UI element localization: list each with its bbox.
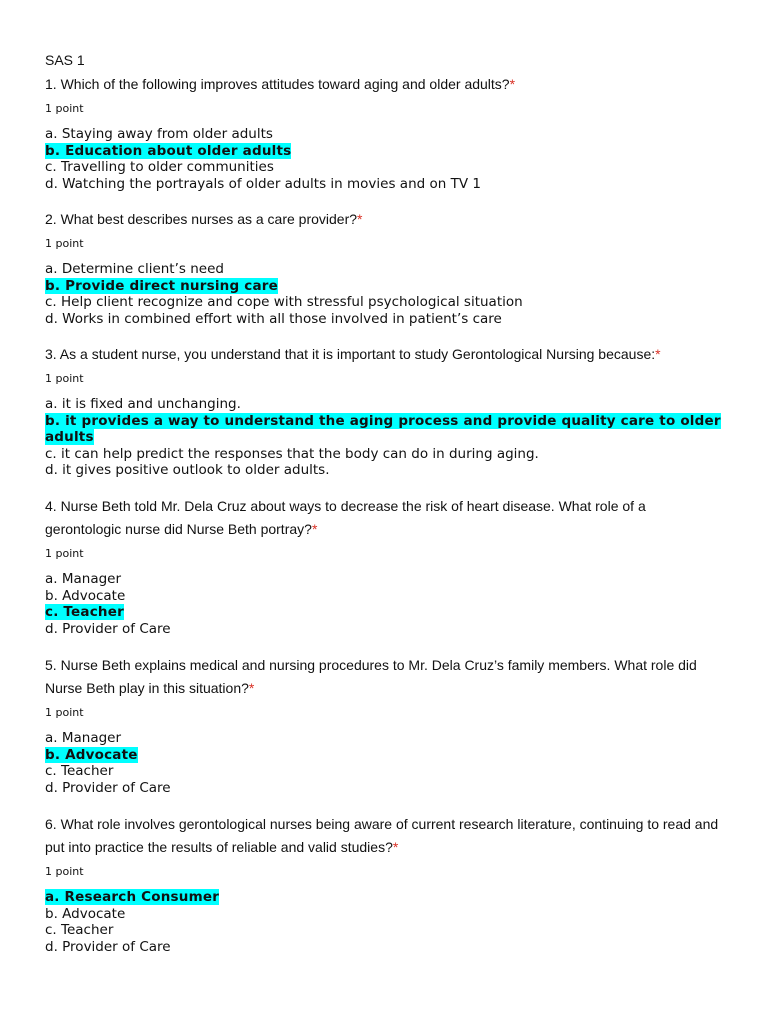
document-title: SAS 1: [45, 52, 85, 68]
answer-option-d[interactable]: d. Works in combined effort with all those involved in patient’s care: [45, 310, 502, 327]
answer-options: [45, 571, 725, 637]
answer-option-c[interactable]: c. it can help predict the responses that the body can do in during aging.: [45, 445, 539, 462]
question-points: 1 point: [45, 865, 84, 878]
required-marker: *: [357, 211, 363, 227]
answer-option-a-selected[interactable]: a. Research Consumer: [45, 889, 220, 905]
question-text: [45, 654, 725, 700]
answer-option-a[interactable]: a. it is fixed and unchanging.: [45, 396, 241, 412]
question-4: [45, 495, 725, 637]
answer-options: [45, 396, 725, 479]
answer-option-a[interactable]: a. Staying away from older adults: [45, 126, 273, 142]
question-text-label: 6. What role involves gerontological nurses being aware of current research literature, continuing to read and put into practice the results of reliable and valid studies?: [45, 816, 719, 855]
answer-option-d[interactable]: d. it gives positive outlook to older adults.: [45, 462, 330, 479]
answer-option-c[interactable]: c. Help client recognize and cope with stressful psychological situation: [45, 294, 523, 311]
required-marker: *: [248, 680, 255, 696]
answer-option-c[interactable]: c. Teacher: [45, 922, 114, 939]
question-points: 1 point: [45, 372, 84, 385]
question-text-label: 4. Nurse Beth told Mr. Dela Cruz about ways to decrease the risk of heart disease. What role of a gerontologic nurse did Nurse Beth portray?: [45, 498, 646, 537]
answer-option-a[interactable]: a. Manager: [45, 571, 122, 587]
question-text: [45, 73, 725, 96]
question-text-label: 1. Which of the following improves attitudes toward aging and older adults?: [45, 76, 510, 92]
required-marker: *: [392, 839, 399, 855]
question-5: [45, 654, 725, 796]
required-marker: *: [311, 521, 318, 537]
answer-options: [45, 889, 725, 955]
answer-option-d[interactable]: d. Watching the portrayals of older adults in movies and on TV 1: [45, 175, 481, 192]
answer-option-b[interactable]: b. Advocate: [45, 905, 126, 922]
answer-options: [45, 730, 725, 796]
answer-option-c[interactable]: c. Teacher: [45, 763, 114, 780]
question-points: 1 point: [45, 102, 84, 115]
answer-option-d[interactable]: d. Provider of Care: [45, 779, 171, 796]
answer-option-b-selected[interactable]: b. Provide direct nursing care: [45, 277, 278, 294]
question-text: [45, 813, 725, 859]
question-3: [45, 343, 725, 479]
question-text: [45, 343, 725, 366]
answer-option-d[interactable]: d. Provider of Care: [45, 938, 171, 955]
required-marker: *: [655, 346, 661, 362]
question-text: [45, 495, 725, 541]
question-1: [45, 73, 725, 192]
question-6: [45, 813, 725, 955]
answer-option-b-selected[interactable]: b. Education about older adults: [45, 142, 292, 159]
question-text-label: 2. What best describes nurses as a care provider?: [45, 211, 358, 227]
answer-option-b-selected[interactable]: b. Advocate: [45, 746, 138, 763]
answer-option-d[interactable]: d. Provider of Care: [45, 620, 171, 637]
question-text-label: 5. Nurse Beth explains medical and nursing procedures to Mr. Dela Cruz’s family members. What role did Nurse Beth play in this situation?: [45, 657, 697, 696]
question-text-label: 3. As a student nurse, you understand that it is important to study Gerontological Nursing because:: [45, 346, 656, 362]
answer-option-a[interactable]: a. Determine client’s need: [45, 261, 224, 277]
question-points: 1 point: [45, 706, 84, 719]
question-text: [45, 208, 725, 231]
answer-option-b-selected[interactable]: b. it provides a way to understand the aging process and provide quality care to older adults: [45, 412, 721, 446]
answer-option-b[interactable]: b. Advocate: [45, 587, 126, 604]
question-points: 1 point: [45, 547, 84, 560]
answer-options: [45, 126, 725, 192]
answer-option-c[interactable]: c. Travelling to older communities: [45, 159, 274, 176]
question-2: [45, 208, 725, 327]
answer-option-a[interactable]: a. Manager: [45, 730, 122, 746]
answer-options: [45, 261, 725, 327]
question-points: 1 point: [45, 237, 84, 250]
required-marker: *: [509, 76, 516, 92]
answer-option-c-selected[interactable]: c. Teacher: [45, 604, 124, 621]
